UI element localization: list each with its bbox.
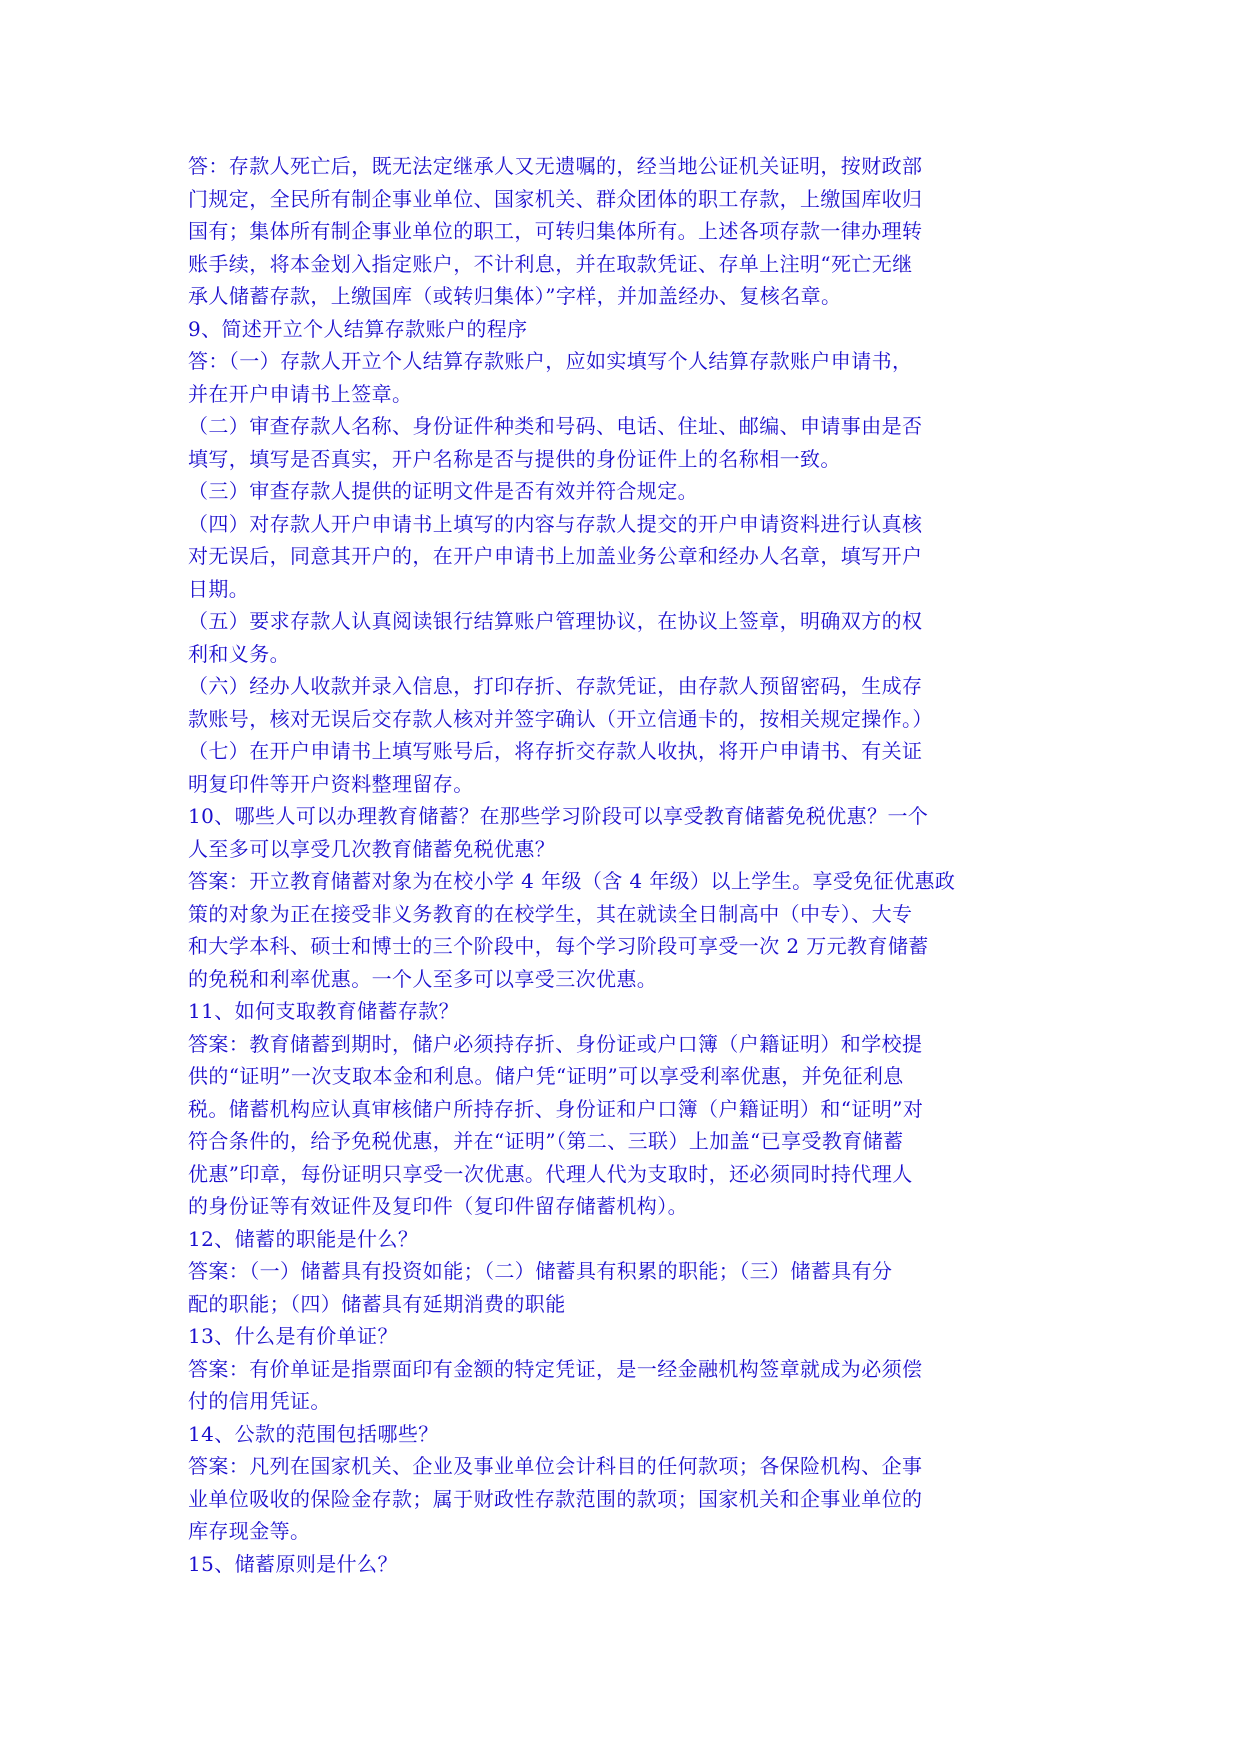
- text-line: 答案：（一）储蓄具有投资如能；（二）储蓄具有积累的职能；（三）储蓄具有分: [188, 1259, 893, 1283]
- text-line: （二）审查存款人名称、身份证件种类和号码、电话、住址、邮编、申请事由是否: [188, 414, 923, 438]
- text-line: 优惠”印章，每份证明只享受一次优惠。代理人代为支取时，还必须同时持代理人: [188, 1161, 913, 1186]
- document-body: [188, 150, 1018, 1580]
- text-line: 配的职能；（四）储蓄具有延期消费的职能: [188, 1291, 566, 1316]
- text-line: 13、什么是有价单证？: [188, 1324, 398, 1348]
- text-line: 9、简述开立个人结算存款账户的程序: [188, 316, 528, 341]
- text-line: （五）要求存款人认真阅读银行结算账户管理协议，在协议上签章，明确双方的权: [188, 609, 923, 633]
- text-line: 的免税和利率优惠。一个人至多可以享受三次优惠。: [188, 966, 658, 991]
- text-line: 账手续，将本金划入指定账户，不计利息，并在取款凭证、存单上注明“死亡无继: [188, 251, 913, 276]
- text-line: 答案：凡列在国家机关、企业及事业单位会计科目的任何款项；各保险机构、企事: [188, 1454, 923, 1478]
- text-line: 库存现金等。: [188, 1519, 311, 1543]
- text-line: 明复印件等开户资料整理留存。: [188, 771, 474, 796]
- text-line: 并在开户申请书上签章。: [188, 381, 413, 406]
- text-line: 日期。: [188, 576, 250, 601]
- text-line: 利和义务。: [188, 641, 290, 666]
- text-line: 10、哪些人可以办理教育储蓄？在那些学习阶段可以享受教育储蓄免税优惠？一个: [188, 804, 929, 828]
- text-line: 承人储蓄存款，上缴国库（或转归集体）”字样，并加盖经办、复核名章。: [188, 284, 842, 308]
- text-line: 11、如何支取教育储蓄存款？: [188, 999, 460, 1023]
- text-line: 付的信用凭证。: [188, 1389, 331, 1413]
- text-line: 和大学本科、硕士和博士的三个阶段中，每个学习阶段可享受一次 2 万元教育储蓄: [188, 934, 929, 958]
- text-line: 供的“证明”一次支取本金和利息。储户凭“证明”可以享受利率优惠，并免征利息: [188, 1064, 904, 1088]
- text-line: 15、储蓄原则是什么？: [188, 1551, 398, 1576]
- text-line: 14、公款的范围包括哪些？: [188, 1421, 439, 1446]
- text-line: 的身份证等有效证件及复印件（复印件留存储蓄机构）。: [188, 1194, 688, 1218]
- text-line: 答案：教育储蓄到期时，储户必须持存折、身份证或户口簿（户籍证明）和学校提: [188, 1031, 923, 1056]
- text-line: 税。储蓄机构应认真审核储户所持存折、身份证和户口簿（户籍证明）和“证明”对: [188, 1096, 924, 1121]
- text-line: 策的对象为正在接受非义务教育的在校学生，其在就读全日制高中（中专）、大专: [188, 901, 913, 926]
- text-line: 答：（一）存款人开立个人结算存款账户，应如实填写个人结算存款账户申请书，: [188, 349, 913, 373]
- text-line: 填写，填写是否真实，开户名称是否与提供的身份证件上的名称相一致。: [188, 446, 841, 471]
- text-line: 答案：有价单证是指票面印有金额的特定凭证，是一经金融机构签章就成为必须偿: [188, 1356, 923, 1381]
- text-line: 门规定，全民所有制企事业单位、国家机关、群众团体的职工存款，上缴国库收归: [188, 186, 923, 211]
- text-line: 12、储蓄的职能是什么？: [188, 1226, 419, 1251]
- text-line: （三）审查存款人提供的证明文件是否有效并符合规定。: [188, 479, 698, 503]
- text-line: 对无误后，同意其开户的，在开户申请书上加盖业务公章和经办人名章，填写开户: [188, 544, 923, 568]
- text-line: （四）对存款人开户申请书上填写的内容与存款人提交的开户申请资料进行认真核: [188, 511, 923, 536]
- text-line: 答案：开立教育储蓄对象为在校小学 4 年级（含 4 年级）以上学生。享受免征优惠政: [188, 869, 956, 893]
- text-line: （七）在开户申请书上填写账号后，将存折交存款人收执，将开户申请书、有关证: [188, 739, 923, 763]
- text-line: 国有；集体所有制企事业单位的职工，可转归集体所有。上述各项存款一律办理转: [188, 219, 923, 243]
- text-line: 答：存款人死亡后，既无法定继承人又无遗嘱的，经当地公证机关证明，按财政部: [188, 154, 923, 178]
- text-line: 业单位吸收的保险金存款；属于财政性存款范围的款项；国家机关和企事业单位的: [188, 1486, 923, 1511]
- text-line: 符合条件的，给予免税优惠，并在“证明”（第二、三联）上加盖“已享受教育储蓄: [188, 1129, 904, 1153]
- text-line: 人至多可以享受几次教育储蓄免税优惠？: [188, 836, 556, 861]
- text-line: 款账号，核对无误后交存款人核对并签字确认（开立信通卡的，按相关规定操作。）: [188, 706, 933, 731]
- text-line: （六）经办人收款并录入信息，打印存折、存款凭证，由存款人预留密码，生成存: [188, 674, 923, 698]
